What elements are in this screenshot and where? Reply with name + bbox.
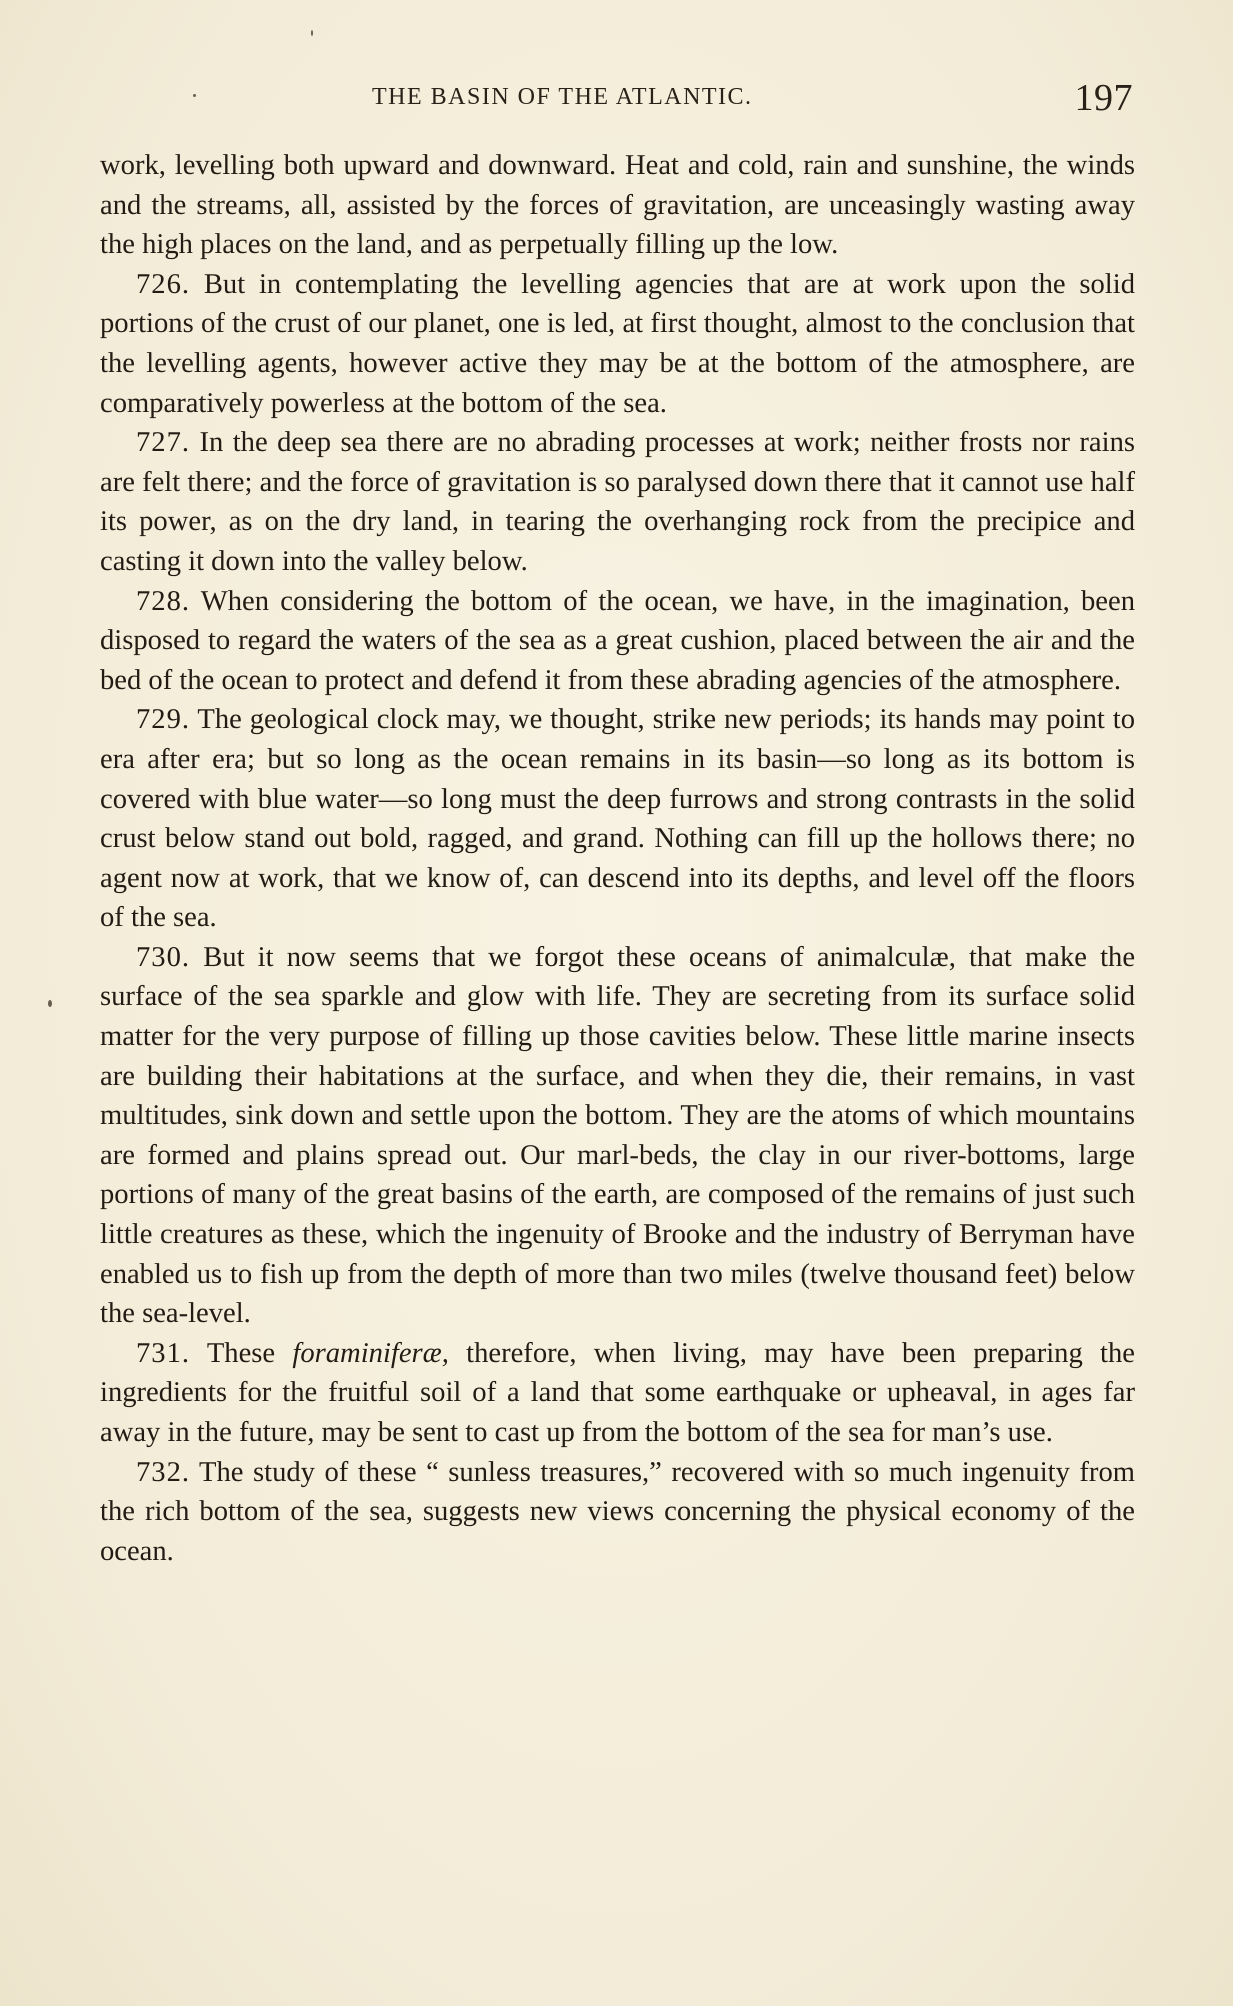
paragraph-continued bbox=[100, 146, 1135, 265]
body-text bbox=[100, 146, 1135, 1571]
paragraph-726 bbox=[100, 265, 1135, 423]
paragraph-number: 730. bbox=[136, 941, 191, 973]
paragraph-text-after-italic: therefore, when living, may have been preparing the ingredients for the fruitful soil of a land that some earthquake or upheaval, in ages far away in the future, may be sent to cast up from the bottom of the sea for man’s use. bbox=[100, 1337, 1135, 1448]
paragraph-text: The study of these “ sunless treasures,” recovered with so much ingenuity from the rich bottom of the sea, suggests new views concerning the physical economy of the ocean. bbox=[100, 1456, 1135, 1567]
paragraph-728 bbox=[100, 582, 1135, 701]
paragraph-number: 731. bbox=[136, 1337, 191, 1369]
paragraph-number: 727. bbox=[136, 427, 191, 459]
ink-speck-margin bbox=[48, 1000, 52, 1007]
paragraph-text-before-italic: These bbox=[206, 1337, 293, 1369]
paragraph-text: But it now seems that we forgot these oceans of animalculæ, that make the surface of the sea sparkle and glow with life. They are secreting from its surface solid matter for the very purpose of filling up those cavities below. These little marine insects are building their habitations at the surface, and when they die, their remains, in vast multitudes, sink down and settle upon the bottom. They are the atoms of which mountains are formed and plains spread out. Our marl-beds, the clay in our river-bottoms, large portions of many of the great basins of the earth, are composed of the remains of just such little creatures as these, which the ingenuity of Brooke and the industry of Berryman have enabled us to fish up from the depth of more than two miles (twelve thousand feet) below the sea-level. bbox=[100, 941, 1136, 1330]
paragraph-732 bbox=[100, 1453, 1135, 1572]
paragraph-730 bbox=[100, 938, 1135, 1334]
paragraph-text: In the deep sea there are no abrading processes at work; neither frosts nor rains are felt there; and the force of gravitation is so paralysed down there that it cannot use half its power, as on the dry land, in tearing the overhanging rock from the precipice and casting it down into the valley below. bbox=[100, 427, 1135, 577]
running-title: THE BASIN OF THE ATLANTIC. bbox=[372, 84, 753, 110]
paragraph-text: work, levelling both upward and downward. Heat and cold, rain and sunshine, the winds and the streams, all, assisted by the forces of gravitation, are unceasingly wasting away the high places on the land, and as perpetually filling up the low. bbox=[100, 150, 1135, 261]
page-number: 197 bbox=[1074, 77, 1133, 119]
paragraph-727 bbox=[100, 423, 1135, 581]
paragraph-text: When considering the bottom of the ocean, we have, in the imagination, been disposed to regard the waters of the sea as a great cushion, placed between the air and the bed of the ocean to protect and defend it from these abrading agencies of the atmosphere. bbox=[100, 585, 1135, 696]
paragraph-text: But in contemplating the levelling agencies that are at work upon the solid portions of the crust of our planet, one is led, at first thought, almost to the conclusion that the levelling agents, however active they may be at the bottom of the atmosphere, are comparatively powerless at the bottom of the sea. bbox=[100, 268, 1135, 419]
ink-speck-top bbox=[311, 30, 313, 36]
paragraph-number: 728. bbox=[136, 585, 191, 617]
paragraph-number: 726. bbox=[136, 268, 191, 300]
italic-term: foraminiferæ, bbox=[292, 1337, 449, 1369]
paragraph-number: 732. bbox=[136, 1456, 191, 1488]
paragraph-731 bbox=[100, 1334, 1135, 1453]
paragraph-number: 729. bbox=[136, 704, 191, 736]
paragraph-729 bbox=[100, 700, 1135, 938]
paragraph-text: The geological clock may, we thought, strike new periods; its hands may point to era after era; but so long as the ocean remains in its basin—so long as its bottom is covered with blue water—so long must the deep furrows and strong contrasts in the solid crust below stand out bold, ragged, and grand. Nothing can fill up the hollows there; no agent now at work, that we know of, can descend into its depths, and level off the floors of the sea. bbox=[100, 704, 1135, 934]
page-header bbox=[100, 78, 1133, 128]
